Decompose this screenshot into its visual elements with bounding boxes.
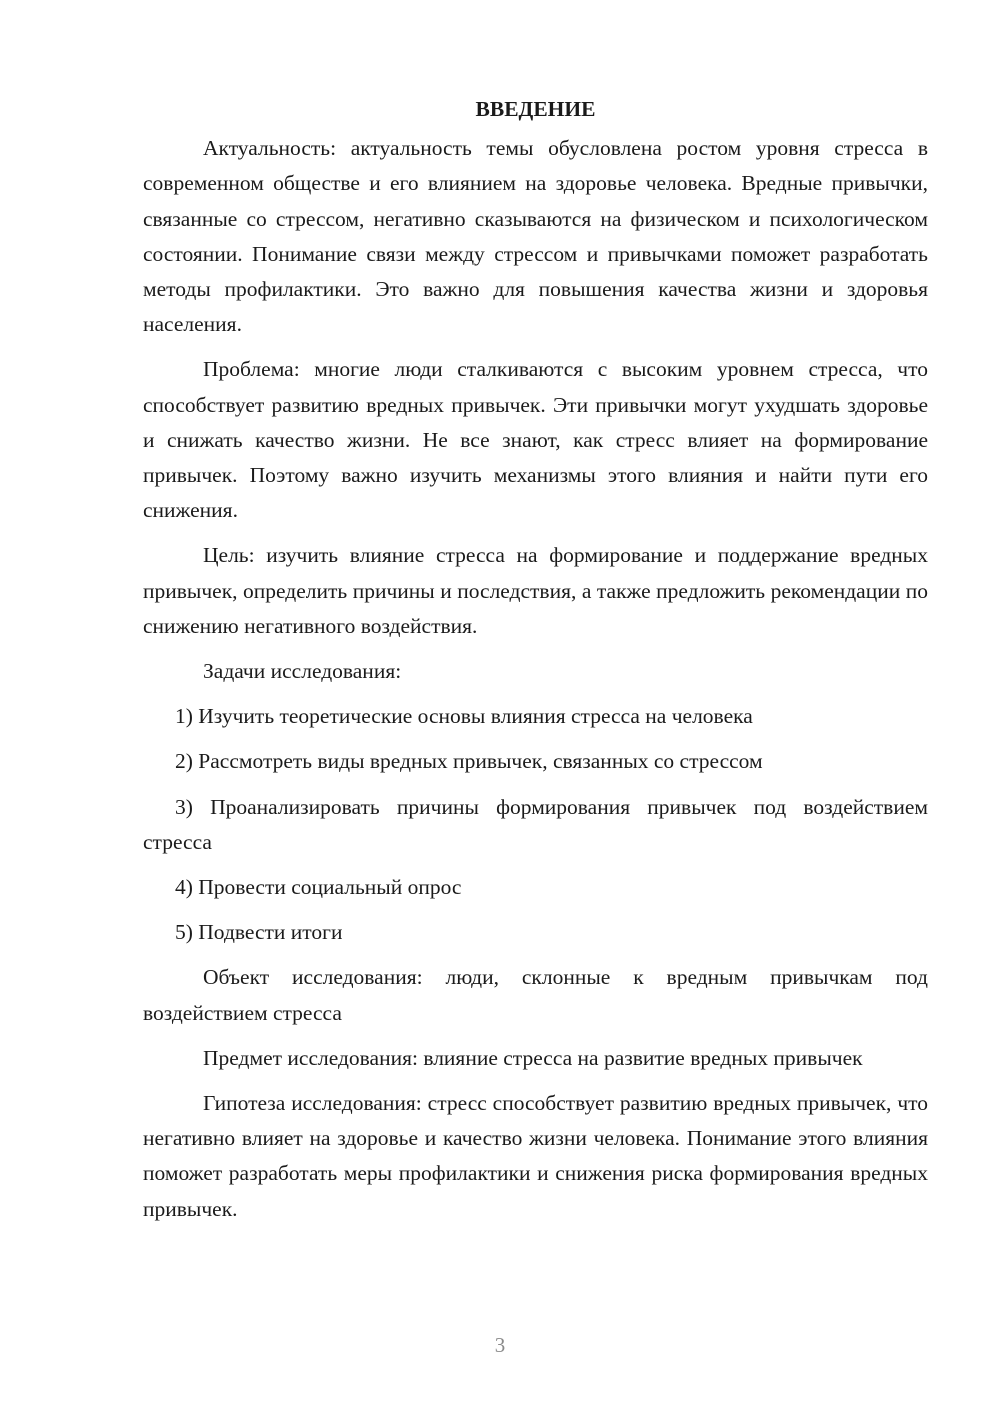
page-title: ВВЕДЕНИЕ <box>475 97 596 121</box>
page-content <box>143 92 928 1237</box>
page-number: 3 <box>494 1333 506 1357</box>
problem-paragraph: Проблема: многие люди сталкиваются с высоким уровнем стресса, что способствует развитию вредных привычек. Эти привычки могут ухудшать здоровье и снижать качество жизни. Не все знают, как стресс влияет на формирование привычек. Поэтому важно изучить механизмы этого влияния и найти пути его снижения. <box>143 357 928 523</box>
task-item-1: 1) Изучить теоретические основы влияния стресса на человека <box>175 704 753 729</box>
task-item-5: 5) Подвести итоги <box>175 920 343 945</box>
subject-paragraph: Предмет исследования: влияние стресса на развитие вредных привычек <box>203 1045 863 1070</box>
goal-paragraph: Цель: изучить влияние стресса на формирование и поддержание вредных привычек, определить причины и последствия, а также предложить рекомендации по снижению негативного воздействия. <box>143 543 928 638</box>
task-item-2: 2) Рассмотреть виды вредных привычек, связанных со стрессом <box>175 749 763 774</box>
relevance-paragraph: Актуальность: актуальность темы обусловлена ростом уровня стресса в современном обществе и его влиянием на здоровье человека. Вредные привычки, связанные со стрессом, негативно сказываются на физическом и психологическом состоянии. Понимание связи между стрессом и привычками поможет разработать методы профилактики. Это важно для повышения качества жизни и здоровья населения. <box>143 136 928 337</box>
task-item-4: 4) Провести социальный опрос <box>175 875 462 900</box>
hypothesis-paragraph: Гипотеза исследования: стресс способствует развитию вредных привычек, что негативно влияет на здоровье и качество жизни человека. Понимание этого влияния поможет разработать меры профилактики и снижения риска формирования вредных привычек. <box>143 1091 928 1221</box>
tasks-title: Задачи исследования: <box>203 659 402 684</box>
object-paragraph: Объект исследования: люди, склонные к вредным привычкам под воздействием стресса <box>143 965 928 1025</box>
task-item-3: 3) Проанализировать причины формирования привычек под воздействием стресса <box>143 794 928 854</box>
